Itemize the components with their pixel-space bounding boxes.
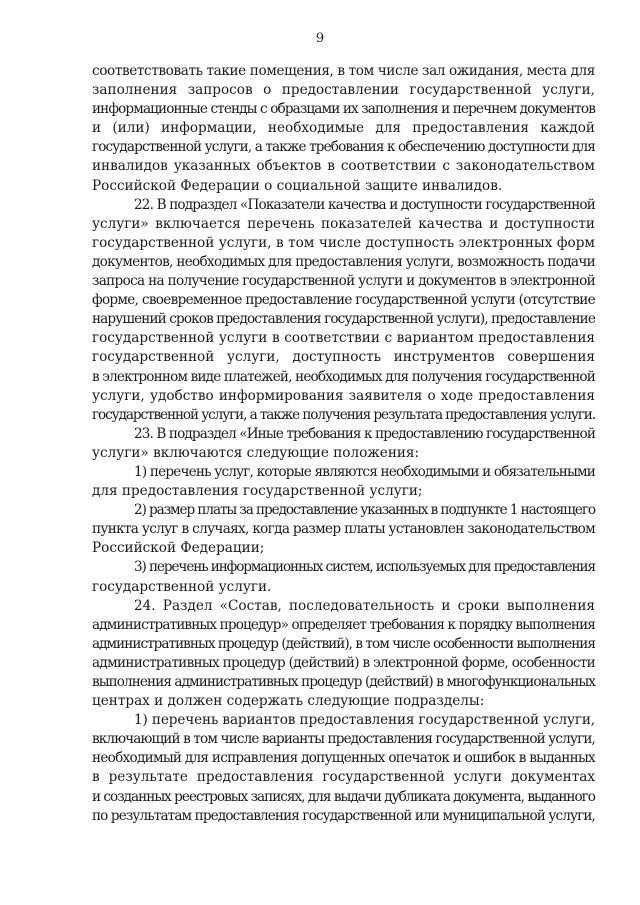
text-line: административных процедур (действий) в электронной форме, особенности xyxy=(92,654,595,671)
text-line: центрах и должен содержать следующие подразделы: xyxy=(92,693,485,710)
text-line: государственной услуги в соответствии с вариантом предоставления xyxy=(92,330,595,347)
text-line: в электронном виде платежей, необходимых для получения государственной xyxy=(92,368,595,385)
text-line: заполнения запросов о предоставлении государственной услуги, xyxy=(92,82,595,99)
text-line: по результатам предоставления государственной или муниципальной услуги, xyxy=(92,807,595,824)
text-line: услуги, удобство информирования заявителя о ходе предоставления xyxy=(92,387,595,404)
text-line: Российской Федерации о социальной защите инвалидов. xyxy=(92,177,503,194)
text-line: административных процедур» определяет требования к порядку выполнения xyxy=(92,616,595,633)
text-line: 3) перечень информационных систем, используемых для предоставления xyxy=(134,559,595,576)
text-line: соответствовать такие помещения, в том числе зал ожидания, места для xyxy=(92,63,595,79)
text-line: Российской Федерации; xyxy=(92,540,265,557)
text-line: 1) перечень услуг, которые являются необходимыми и обязательными xyxy=(134,463,595,480)
text-line: информационные стенды с образцами их заполнения и перечнем документов xyxy=(92,101,595,118)
document-body xyxy=(92,62,595,826)
text-line: государственной услуги, а также требования к обеспечению доступности для xyxy=(92,139,595,156)
text-line: пункта услуг в случаях, когда размер платы установлен законодательством xyxy=(92,521,595,538)
text-line: нарушений сроков предоставления государственной услуги), предоставление xyxy=(92,311,595,328)
text-line: 22. В подраздел «Показатели качества и доступности государственной xyxy=(134,196,595,213)
text-line: государственной услуги. xyxy=(92,578,272,595)
text-line: услуги» включаются следующие положения: xyxy=(92,444,420,461)
text-line: инвалидов указанных объектов в соответствии с законодательством xyxy=(92,158,595,175)
text-line: запроса на получение государственной услуги и документов в электронной xyxy=(92,273,595,290)
page-number: 9 xyxy=(315,31,325,46)
text-line: и (или) информации, необходимые для предоставления каждой xyxy=(92,120,595,137)
text-line: 24. Раздел «Состав, последовательность и сроки выполнения xyxy=(134,597,595,614)
text-line: 1) перечень вариантов предоставления государственной услуги, xyxy=(134,712,595,729)
text-line: в результате предоставления государственной услуги документах xyxy=(92,769,595,786)
text-line: необходимый для исправления допущенных опечаток и ошибок в выданных xyxy=(92,750,595,767)
text-line: документов, необходимых для предоставления услуги, возможность подачи xyxy=(92,253,595,270)
text-line: и созданных реестровых записях, для выдачи дубликата документа, выданного xyxy=(92,788,595,805)
text-line: форме, своевременное предоставление государственной услуги (отсутствие xyxy=(92,292,595,309)
text-line: 23. В подраздел «Иные требования к предоставлению государственной xyxy=(134,425,595,442)
text-line: для предоставления государственной услуги; xyxy=(92,483,423,500)
text-line: государственной услуги, в том числе доступность электронных форм xyxy=(92,234,595,251)
text-line: услуги» включается перечень показателей качества и доступности xyxy=(92,215,595,232)
text-line: государственной услуги, доступность инструментов совершения xyxy=(92,349,595,366)
text-line: выполнения административных процедур (действий) в многофункциональных xyxy=(92,674,595,690)
text-line: административных процедур (действий), в том числе особенности выполнения xyxy=(92,635,595,652)
text-line: включающий в том числе варианты предоставления государственной услуги, xyxy=(92,731,595,748)
text-line: 2) размер платы за предоставление указанных в подпункте 1 настоящего xyxy=(134,502,595,519)
text-line: государственной услуги, а также получения результата предоставления услуги. xyxy=(92,406,595,423)
